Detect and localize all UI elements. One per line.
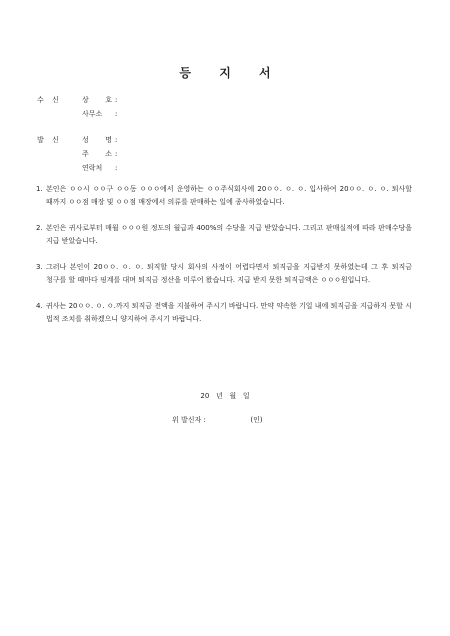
- recipient-group-label: 수 신: [37, 96, 62, 104]
- sender-contact-label: 연락처: [82, 164, 103, 172]
- paragraph-3: [36, 261, 412, 286]
- sender-group-label: 발 신: [37, 136, 62, 144]
- paragraph-text: 그러나 본인이 20ㅇㅇ. ㅇ. ㅇ. 퇴직할 당시 회사의 사정이 어렵다면서 퇴직금을 지급받지 못하였는데 그 후 퇴직금 청구를 할 때마다 핑계를 대며 퇴직금 정산을 미루어 왔습니다. 지급 받지 못한 퇴직금액은 ㅇㅇㅇ원입니다.: [46, 263, 412, 284]
- body-paragraphs: [36, 183, 412, 339]
- paragraph-number: 3.: [36, 263, 43, 271]
- paragraph-4: [36, 300, 412, 325]
- paragraph-text: 본인은 ㅇㅇ시 ㅇㅇ구 ㅇㅇ동 ㅇㅇㅇ에서 운영하는 ㅇㅇ주식회사에 20ㅇㅇ. ㅇ. ㅇ. 입사하여 20ㅇㅇ. ㅇ. ㅇ. 퇴사할 때까지 ㅇㅇ점 매장 및 ㅇㅇ점 매장에서 의류를 판매하는 일에 종사하였습니다.: [46, 185, 412, 206]
- colon: :: [115, 136, 118, 144]
- sender-name-label: 성 명: [82, 136, 112, 144]
- paragraph-number: 4.: [36, 302, 43, 310]
- colon: :: [115, 150, 118, 158]
- document-title: 등 지 서: [179, 66, 283, 80]
- sender-address-label: 주 소: [82, 150, 112, 158]
- colon: :: [115, 164, 118, 172]
- recipient-business-name-label: 상 호: [82, 96, 112, 104]
- paragraph-text: 본인은 귀사로부터 매월 ㅇㅇㅇ원 정도의 월급과 400%의 수당을 지급 받았습니다. 그리고 판매실적에 따라 판매수당을 지급 받았습니다.: [46, 224, 412, 245]
- paragraph-1: [36, 183, 412, 208]
- seal-mark: (인): [250, 416, 263, 424]
- recipient-office-label: 사무소: [82, 110, 103, 118]
- paragraph-number: 1.: [36, 185, 43, 193]
- paragraph-text: 귀사는 20ㅇㅇ. ㅇ. ㅇ.까지 퇴직금 전액을 지불하여 주시기 바랍니다. 만약 약속한 기일 내에 퇴직금을 지급하지 못할 시 법적 조치를 취하겠으니 양지하여 주시기 바랍니다.: [46, 302, 412, 323]
- paragraph-2: [36, 222, 412, 247]
- paragraph-number: 2.: [36, 224, 43, 232]
- sender-signature-label: 위 발신자 :: [172, 416, 206, 424]
- colon: :: [115, 96, 118, 104]
- sender-signature-line: [172, 415, 263, 425]
- date-line: 20 년 월 일: [200, 392, 250, 400]
- colon: :: [115, 110, 118, 118]
